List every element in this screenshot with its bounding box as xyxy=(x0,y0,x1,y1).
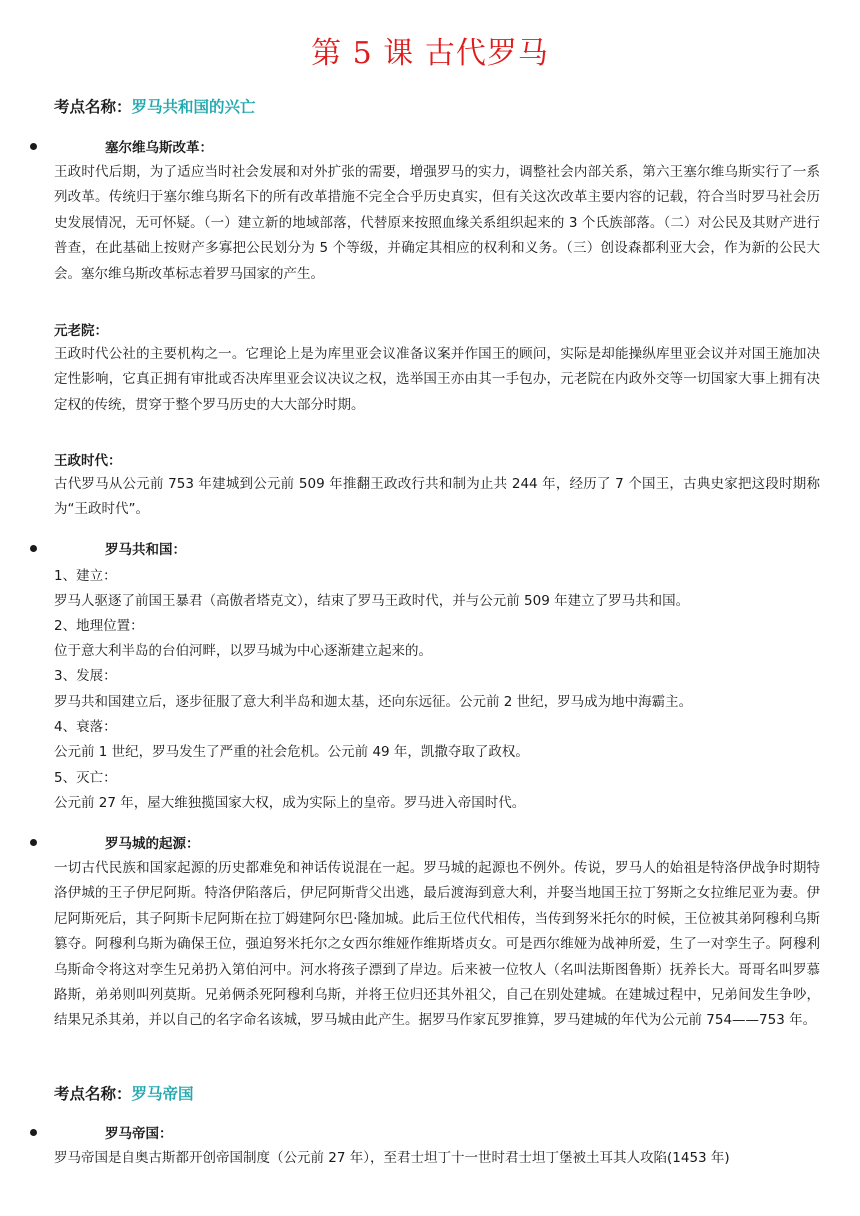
list-text: 公元前 27 年，屋大维独揽国家大权，成为实际上的皇帝。罗马进入帝国时代。 xyxy=(54,795,526,811)
list-label: 5、灭亡： xyxy=(54,770,117,786)
bullet-icon xyxy=(30,1129,37,1136)
list-text: 罗马共和国建立后，逐步征服了意大利半岛和迦太基，还向东远征。公元前 2 世纪，罗马成为地中海霸主。 xyxy=(54,694,693,710)
list-label: 1、建立： xyxy=(54,568,117,584)
section-heading: 罗马共和国： xyxy=(105,542,186,558)
list-text: 罗马人驱逐了前国王暴君（高傲者塔克文），结束了罗马王政时代，并与公元前 509 年建立了罗马共和国。 xyxy=(54,593,690,609)
topic-prefix: 考点名称： xyxy=(54,1085,132,1103)
section-text: 一切古代民族和国家起源的历史都难免和神话传说混在一起。罗马城的起源也不例外。传说，罗马人的始祖是特洛伊战争时期特洛伊城的王子伊尼阿斯。特洛伊陷落后，伊尼阿斯背父出逃，最后渡海到意大利，并娶当地国王拉丁努斯之女拉维尼亚为妻。伊尼阿斯死后，其子阿斯卡尼阿斯在拉丁姆建阿尔巴·隆加城。此后王位代代相传，当传到努米托尔的时候，王位被其弟阿穆利乌斯篡夺。阿穆利乌斯为确保王位，强迫努米托尔之女西尔维娅作维斯塔贞女。可是西尔维娅为战神所爱，生了一对孪生子。阿穆利乌斯命令将这对孪生兄弟扔入第伯河中。河水将孩子漂到了岸边。后来被一位牧人（名叫法斯图鲁斯）抚养长大。哥哥名叫罗慕路斯，弟弟则叫列莫斯。兄弟俩杀死阿穆利乌斯，并将王位归还其外祖父，自己在别处建城。在建城过程中，兄弟间发生争吵，结果兄杀其弟，并以自己的名字命名该城，罗马城由此产生。据罗马作家瓦罗推算，罗马建城的年代为公元前 754——753 年。 xyxy=(54,860,820,1029)
section-heading: 元老院： xyxy=(54,323,108,339)
section-text: 罗马帝国是自奥古斯都开创帝国制度（公元前 27 年），至君士坦丁十一世时君士坦丁堡被土耳其人攻陷(1453 年) xyxy=(54,1150,730,1166)
section-heading: 王政时代： xyxy=(54,453,122,469)
topic-name: 罗马帝国 xyxy=(131,1085,194,1103)
topic-prefix: 考点名称： xyxy=(54,98,132,116)
section-heading: 罗马帝国： xyxy=(105,1126,173,1142)
section-heading: 罗马城的起源： xyxy=(105,836,200,852)
bullet-item xyxy=(0,138,860,160)
section-text: 王政时代后期，为了适应当时社会发展和对外扩张的需要，增强罗马的实力，调整社会内部关系，第六王塞尔维乌斯实行了一系列改革。传统归于塞尔维乌斯名下的所有改革措施不完全合乎历史真实，但有关这次改革主要内容的记载，符合当时罗马社会历史发展情况，无可怀疑。（一）建立新的地域部落，代替原来按照血缘关系组织起来的 3 个氏族部落。（二）对公民及其财产进行普查，在此基础上按财产多寡把公民划分为 5 个等级，并确定其相应的权利和义务。（三）创设森都利亚大会，作为新的公民大会。塞尔维乌斯改革标志着罗马国家的产生。 xyxy=(54,164,820,282)
bullet-item xyxy=(0,540,860,562)
list-text: 位于意大利半岛的台伯河畔，以罗马城为中心逐渐建立起来的。 xyxy=(54,643,432,659)
topic-heading xyxy=(54,96,256,118)
section-text: 古代罗马从公元前 753 年建城到公元前 509 年推翻王政改行共和制为止共 244 年，经历了 7 个国王，古典史家把这段时期称为“王政时代”。 xyxy=(54,476,820,518)
page-title: 第 5 课 古代罗马 xyxy=(311,36,549,71)
bullet-icon xyxy=(30,545,37,552)
bullet-icon xyxy=(30,839,37,846)
list-label: 3、发展： xyxy=(54,668,117,684)
list-text: 公元前 1 世纪，罗马发生了严重的社会危机。公元前 49 年，凯撒夺取了政权。 xyxy=(54,744,529,760)
bullet-item xyxy=(0,1124,860,1146)
topic-name: 罗马共和国的兴亡 xyxy=(131,98,256,116)
bullet-item xyxy=(0,834,860,856)
list-label: 2、地理位置： xyxy=(54,618,144,634)
list-label: 4、衰落： xyxy=(54,719,117,735)
section-heading: 塞尔维乌斯改革： xyxy=(105,140,213,156)
section-text: 王政时代公社的主要机构之一。它理论上是为库里亚会议准备议案并作国王的顾问，实际是却能操纵库里亚会议并对国王施加决定性影响，它真正拥有审批或否决库里亚会议决议之权，选举国王亦由其一手包办，元老院在内政外交等一切国家大事上拥有决定权的传统，贯穿于整个罗马历史的大大部分时期。 xyxy=(54,346,820,413)
bullet-icon xyxy=(30,143,37,150)
topic-heading xyxy=(54,1083,194,1105)
